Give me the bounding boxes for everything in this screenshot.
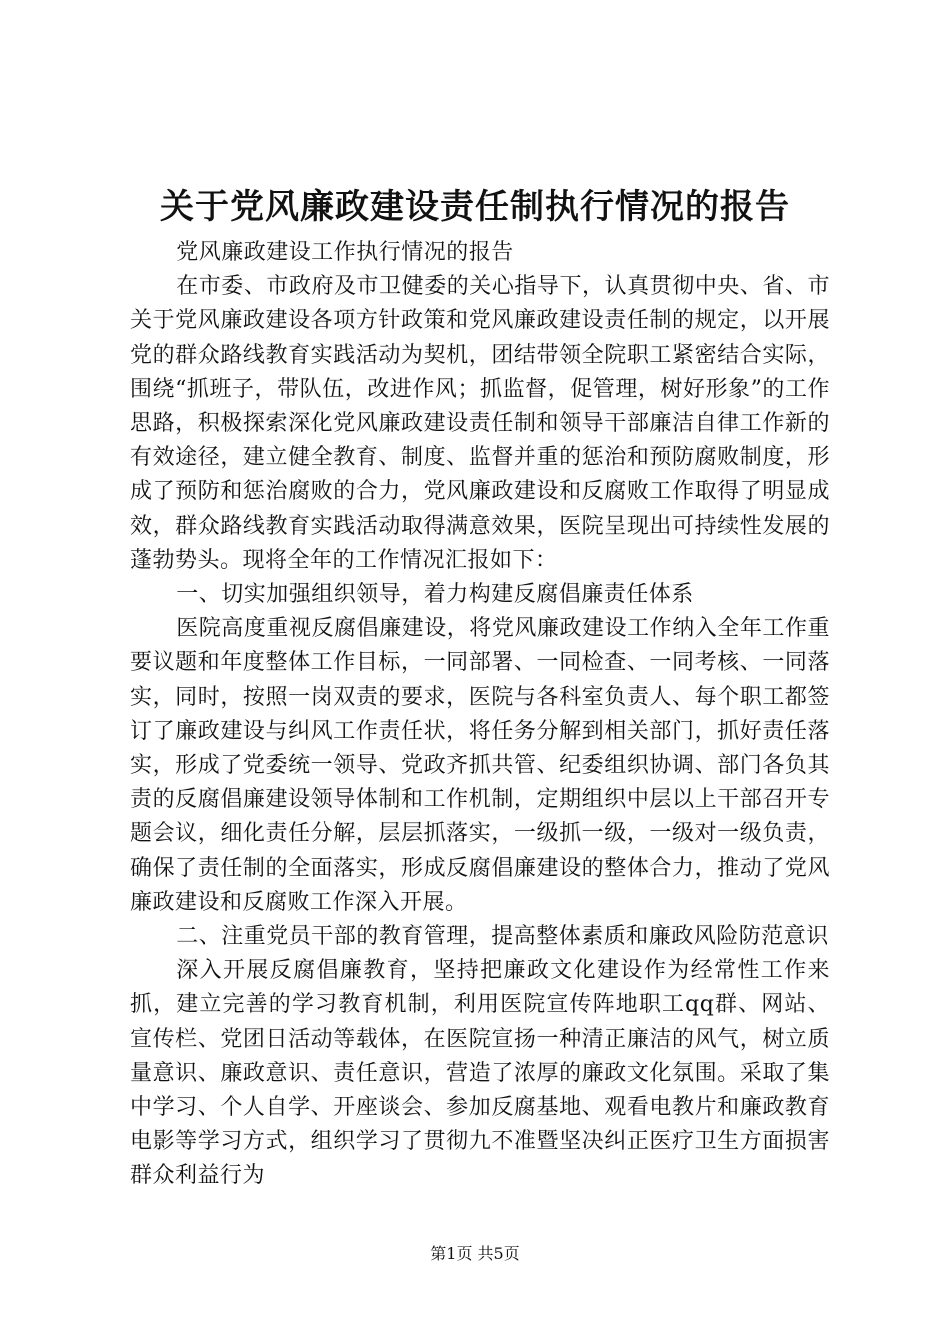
- section-heading-2: 二、注重党员干部的教育管理，提高整体素质和廉政风险防范意识: [176, 924, 829, 950]
- report-subtitle: 党风廉政建设工作执行情况的报告: [176, 240, 514, 265]
- section-2-paragraph: 深入开展反腐倡廉教育，坚持把廉政文化建设作为经常性工作来抓，建立完善的学习教育机制，利用医院宣传阵地职工qq群、网站、宣传栏、党团日活动等载体，在医院宣扬一种清正廉洁的风气，树立质量意识、廉政意识、责任意识，营造了浓厚的廉政文化氛围。采取了集中学习、个人自学、开座谈会、参加反腐基地、观看电教片和廉政教育电影等学习方式，组织学习了贯彻九不准暨坚决纠正医疗卫生方面损害群众利益行为: [130, 958, 830, 1189]
- document-title: 关于党风廉政建设责任制执行情况的报告: [160, 187, 790, 227]
- document-body: [130, 236, 830, 1194]
- page-number-footer: 第1页 共5页: [430, 1244, 520, 1263]
- intro-paragraph: 在市委、市政府及市卫健委的关心指导下，认真贯彻中央、省、市关于党风廉政建设各项方针政策和党风廉政建设责任制的规定，以开展党的群众路线教育实践活动为契机，团结带领全院职工紧密结合实际，围绕“抓班子，带队伍，改进作风；抓监督，促管理，树好形象”的工作思路，积极探索深化党风廉政建设责任制和领导干部廉洁自律工作新的有效途径，建立健全教育、制度、监督并重的惩治和预防腐败制度，形成了预防和惩治腐败的合力，党风廉政建设和反腐败工作取得了明显成效，群众路线教育实践活动取得满意效果，医院呈现出可持续性发展的蓬勃势头。现将全年的工作情况汇报如下：: [130, 274, 830, 573]
- section-1-paragraph: 医院高度重视反腐倡廉建设，将党风廉政建设工作纳入全年工作重要议题和年度整体工作目标，一同部署、一同检查、一同考核、一同落实，同时，按照一岗双责的要求，医院与各科室负责人、每个职工都签订了廉政建设与纠风工作责任状，将任务分解到相关部门，抓好责任落实，形成了党委统一领导、党政齐抓共管、纪委组织协调、部门各负其责的反腐倡廉建设领导体制和工作机制，定期组织中层以上干部召开专题会议，细化责任分解，层层抓落实，一级抓一级，一级对一级负责，确保了责任制的全面落实，形成反腐倡廉建设的整体合力，推动了党风廉政建设和反腐败工作深入开展。: [130, 616, 830, 915]
- section-heading-1: 一、切实加强组织领导，着力构建反腐倡廉责任体系: [176, 582, 694, 608]
